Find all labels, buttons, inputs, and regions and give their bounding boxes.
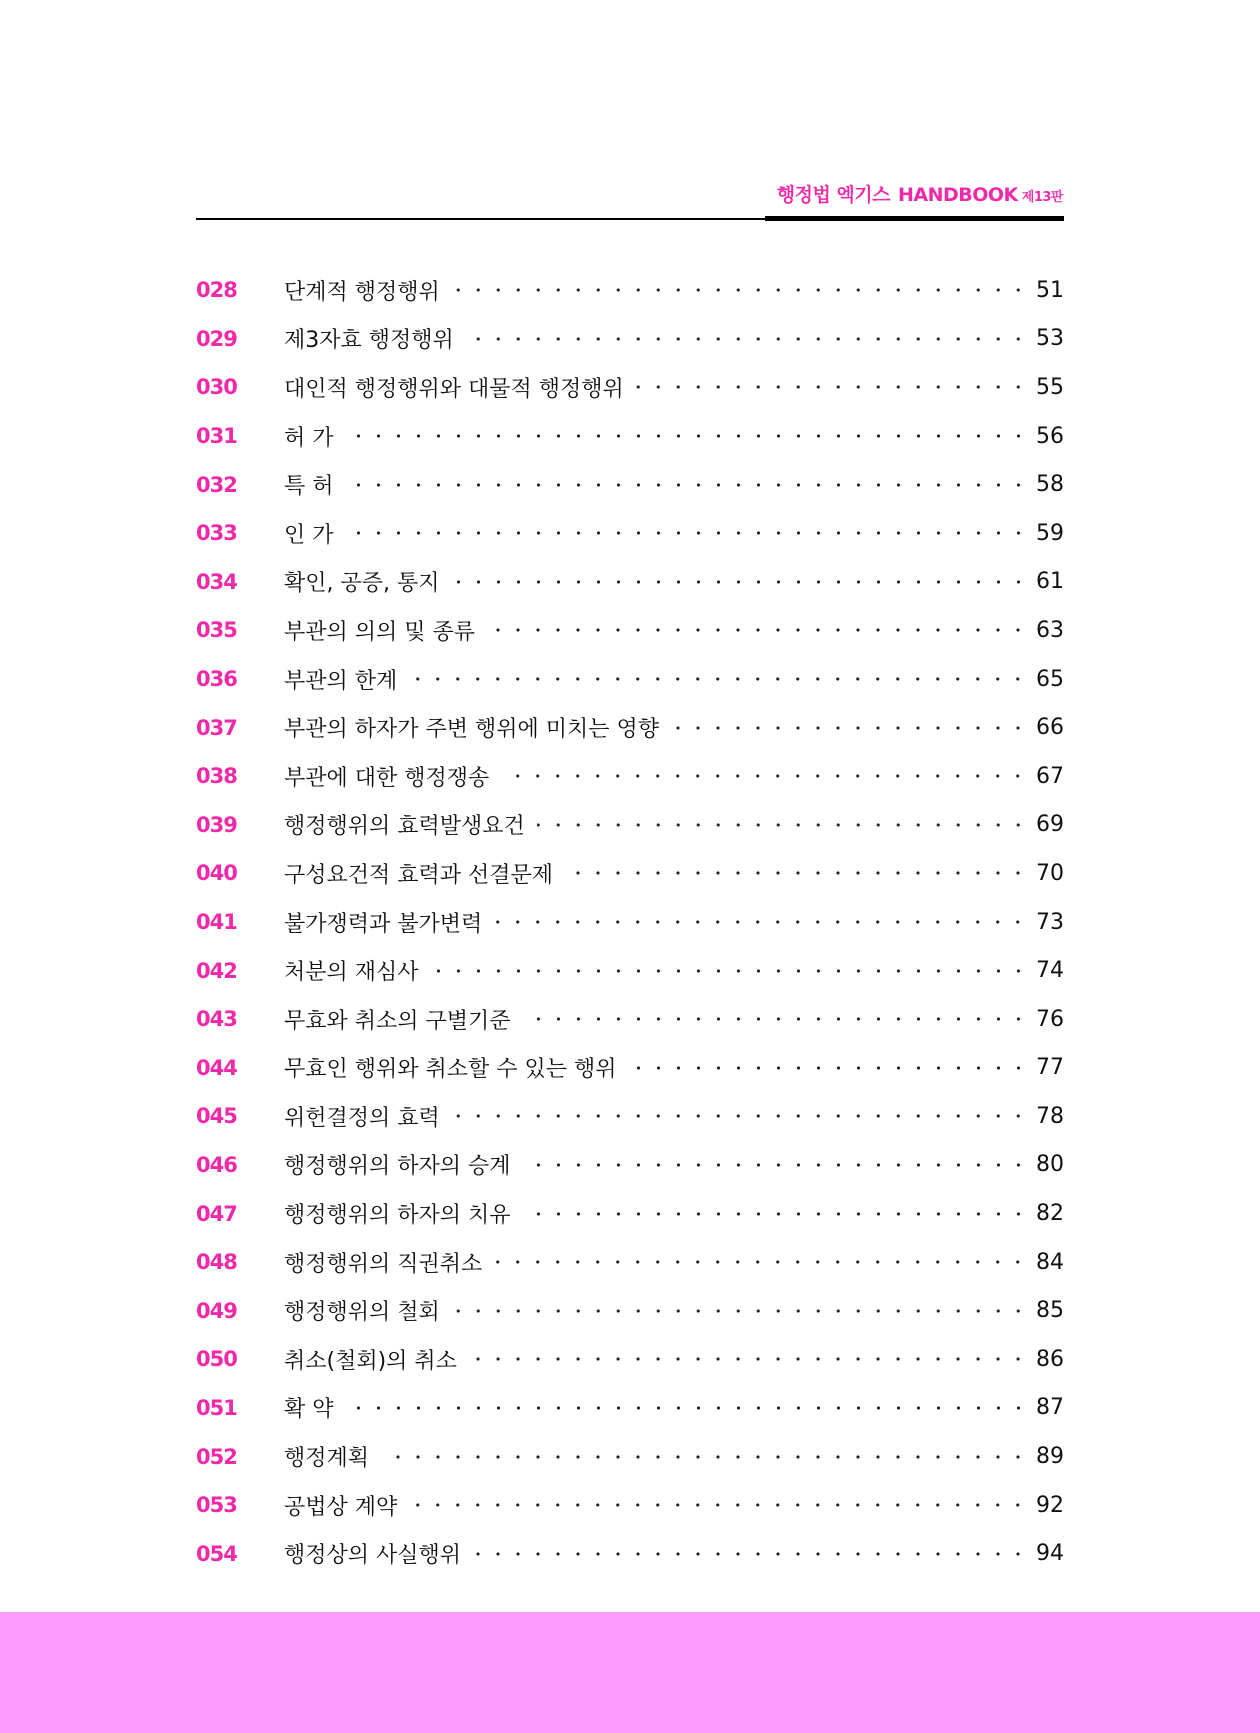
- toc-entry-number: 041: [196, 910, 237, 935]
- toc-entry-page: 63: [1036, 617, 1064, 643]
- toc-entry-number: 052: [196, 1444, 237, 1469]
- toc-entry-title: 처분의 재심사: [284, 960, 419, 986]
- toc-entry[interactable]: [196, 1092, 1064, 1141]
- toc-entry-page: 61: [1036, 569, 1064, 595]
- toc-entry-number: 034: [196, 569, 237, 594]
- toc-entry-page: 80: [1036, 1152, 1064, 1178]
- toc-entry-number: 029: [196, 326, 237, 351]
- toc-entry[interactable]: [196, 363, 1064, 412]
- dot-leader: [523, 1016, 1028, 1022]
- toc-entry[interactable]: [196, 1335, 1064, 1384]
- toc-entry-number: 028: [196, 278, 237, 303]
- header-rule-accent: [765, 216, 1064, 221]
- dot-leader: [409, 676, 1028, 682]
- dot-leader: [452, 1308, 1028, 1314]
- toc-entry-number: 044: [196, 1055, 237, 1080]
- toc-entry-title: 행정행위의 철회: [284, 1300, 440, 1326]
- toc-entry-page: 82: [1036, 1201, 1064, 1227]
- toc-entry[interactable]: [196, 1286, 1064, 1335]
- toc-entry-page: 77: [1036, 1055, 1064, 1081]
- toc-entry-number: 045: [196, 1104, 237, 1129]
- toc-entry[interactable]: [196, 1044, 1064, 1093]
- toc-entry-number: 050: [196, 1347, 237, 1372]
- toc-entry[interactable]: [196, 412, 1064, 461]
- toc-entry-page: 65: [1036, 666, 1064, 692]
- toc-entry[interactable]: [196, 509, 1064, 558]
- toc-entry-number: 037: [196, 715, 237, 740]
- toc-entry-title: 제3자효 행정행위: [284, 328, 454, 354]
- toc-entry-page: 67: [1036, 763, 1064, 789]
- toc-entry-title: 취소(철회)의 취소: [284, 1348, 457, 1374]
- toc-entry-title: 행정계획: [284, 1446, 370, 1472]
- header-title-korean: 행정법 엑기스: [776, 184, 890, 206]
- toc-entry-title: 무효인 행위와 취소할 수 있는 행위: [284, 1057, 617, 1083]
- toc-entry[interactable]: [196, 266, 1064, 315]
- dot-leader: [346, 1405, 1029, 1411]
- toc-entry-title: 행정상의 사실행위: [284, 1543, 462, 1569]
- toc-entry-number: 038: [196, 764, 237, 789]
- toc-entry-number: 049: [196, 1298, 237, 1323]
- toc-entry-title: 구성요건적 효력과 선결문제: [284, 862, 554, 888]
- toc-entry-title: 특 허: [284, 474, 334, 500]
- table-of-contents: [196, 266, 1064, 1578]
- dot-leader: [346, 433, 1029, 439]
- dot-leader: [494, 1259, 1028, 1265]
- toc-entry[interactable]: [196, 1432, 1064, 1481]
- toc-entry[interactable]: [196, 801, 1064, 850]
- footer-color-band: [0, 1612, 1260, 1733]
- dot-leader: [629, 1065, 1029, 1071]
- toc-entry-number: 035: [196, 618, 237, 643]
- toc-entry-number: 051: [196, 1395, 237, 1420]
- dot-leader: [452, 579, 1029, 585]
- toc-entry-title: 불가쟁력과 불가변력: [284, 911, 483, 937]
- toc-entry-title: 행정행위의 직권취소: [284, 1251, 483, 1277]
- toc-entry-number: 046: [196, 1152, 237, 1177]
- toc-entry[interactable]: [196, 1189, 1064, 1238]
- toc-entry[interactable]: [196, 946, 1064, 995]
- toc-entry[interactable]: [196, 703, 1064, 752]
- dot-leader: [671, 725, 1028, 731]
- dot-leader: [409, 1502, 1028, 1508]
- toc-entry-title: 확인, 공증, 통지: [284, 571, 440, 597]
- toc-entry-title: 대인적 행정행위와 대물적 행정행위: [284, 376, 624, 402]
- toc-entry-title: 공법상 계약: [284, 1494, 398, 1520]
- toc-entry[interactable]: [196, 460, 1064, 509]
- toc-entry[interactable]: [196, 315, 1064, 364]
- toc-entry-title: 부관에 대한 행정쟁송: [284, 765, 490, 791]
- dot-leader: [487, 627, 1028, 633]
- dot-leader: [381, 1454, 1028, 1460]
- toc-entry-page: 66: [1036, 715, 1064, 741]
- toc-entry-number: 039: [196, 812, 237, 837]
- dot-leader: [431, 968, 1028, 974]
- toc-entry-page: 55: [1036, 374, 1064, 400]
- toc-entry-title: 행정행위의 하자의 치유: [284, 1203, 511, 1229]
- toc-entry-number: 030: [196, 375, 237, 400]
- dot-leader: [537, 822, 1028, 828]
- toc-entry-page: 85: [1036, 1298, 1064, 1324]
- toc-entry-number: 047: [196, 1201, 237, 1226]
- toc-entry-number: 042: [196, 958, 237, 983]
- toc-entry-title: 부관의 한계: [284, 668, 398, 694]
- dot-leader: [466, 336, 1028, 342]
- toc-entry-title: 부관의 의의 및 종류: [284, 619, 475, 645]
- toc-entry-page: 73: [1036, 909, 1064, 935]
- toc-entry-number: 031: [196, 424, 237, 449]
- toc-entry-title: 인 가: [284, 522, 334, 548]
- dot-leader: [636, 384, 1028, 390]
- toc-entry-number: 040: [196, 861, 237, 886]
- toc-entry-page: 56: [1036, 423, 1064, 449]
- toc-entry-title: 단계적 행정행위: [284, 279, 440, 305]
- toc-entry[interactable]: [196, 898, 1064, 947]
- toc-entry[interactable]: [196, 1481, 1064, 1530]
- toc-entry[interactable]: [196, 1238, 1064, 1287]
- dot-leader: [501, 773, 1028, 779]
- toc-entry[interactable]: [196, 1529, 1064, 1578]
- toc-entry[interactable]: [196, 1384, 1064, 1433]
- toc-entry-number: 033: [196, 521, 237, 546]
- toc-entry-title: 행정행위의 효력발생요건: [284, 814, 525, 840]
- toc-entry-title: 부관의 하자가 주변 행위에 미치는 영향: [284, 717, 659, 743]
- running-header: [777, 180, 1063, 207]
- header-edition: 제13판: [1021, 190, 1063, 205]
- toc-entry-page: 86: [1036, 1346, 1064, 1372]
- toc-entry-number: 032: [196, 472, 237, 497]
- toc-entry-title: 무효와 취소의 구별기준: [284, 1008, 511, 1034]
- toc-entry-page: 70: [1036, 860, 1064, 886]
- toc-entry[interactable]: [196, 655, 1064, 704]
- toc-entry[interactable]: [196, 752, 1064, 801]
- dot-leader: [523, 1211, 1028, 1217]
- toc-entry-title: 허 가: [284, 425, 334, 451]
- toc-entry-page: 51: [1036, 277, 1064, 303]
- toc-entry[interactable]: [196, 606, 1064, 655]
- toc-entry-page: 94: [1036, 1541, 1064, 1567]
- toc-entry[interactable]: [196, 1141, 1064, 1190]
- dot-leader: [452, 1113, 1028, 1119]
- dot-leader: [494, 919, 1028, 925]
- toc-entry-page: 84: [1036, 1249, 1064, 1275]
- toc-entry-number: 036: [196, 667, 237, 692]
- dot-leader: [452, 287, 1028, 293]
- toc-entry-title: 행정행위의 하자의 승계: [284, 1154, 511, 1180]
- toc-entry[interactable]: [196, 849, 1064, 898]
- toc-entry-page: 92: [1036, 1492, 1064, 1518]
- toc-entry-page: 89: [1036, 1444, 1064, 1470]
- toc-entry-page: 58: [1036, 472, 1064, 498]
- toc-entry[interactable]: [196, 558, 1064, 607]
- toc-entry-page: 74: [1036, 958, 1064, 984]
- toc-entry-page: 69: [1036, 812, 1064, 838]
- header-title-english: HANDBOOK: [897, 184, 1018, 206]
- toc-entry-number: 043: [196, 1007, 237, 1032]
- dot-leader: [346, 530, 1029, 536]
- dot-leader: [346, 482, 1029, 488]
- toc-entry-number: 053: [196, 1493, 237, 1518]
- dot-leader: [469, 1356, 1028, 1362]
- dot-leader: [523, 1162, 1028, 1168]
- toc-entry-number: 054: [196, 1541, 237, 1566]
- toc-entry-number: 048: [196, 1250, 237, 1275]
- dot-leader: [473, 1551, 1028, 1557]
- toc-entry-title: 위헌결정의 효력: [284, 1105, 440, 1131]
- toc-entry-page: 78: [1036, 1103, 1064, 1129]
- toc-entry[interactable]: [196, 995, 1064, 1044]
- toc-entry-title: 확 약: [284, 1397, 334, 1423]
- toc-entry-page: 87: [1036, 1395, 1064, 1421]
- toc-entry-page: 59: [1036, 520, 1064, 546]
- dot-leader: [565, 870, 1028, 876]
- toc-entry-page: 53: [1036, 326, 1064, 352]
- toc-entry-page: 76: [1036, 1006, 1064, 1032]
